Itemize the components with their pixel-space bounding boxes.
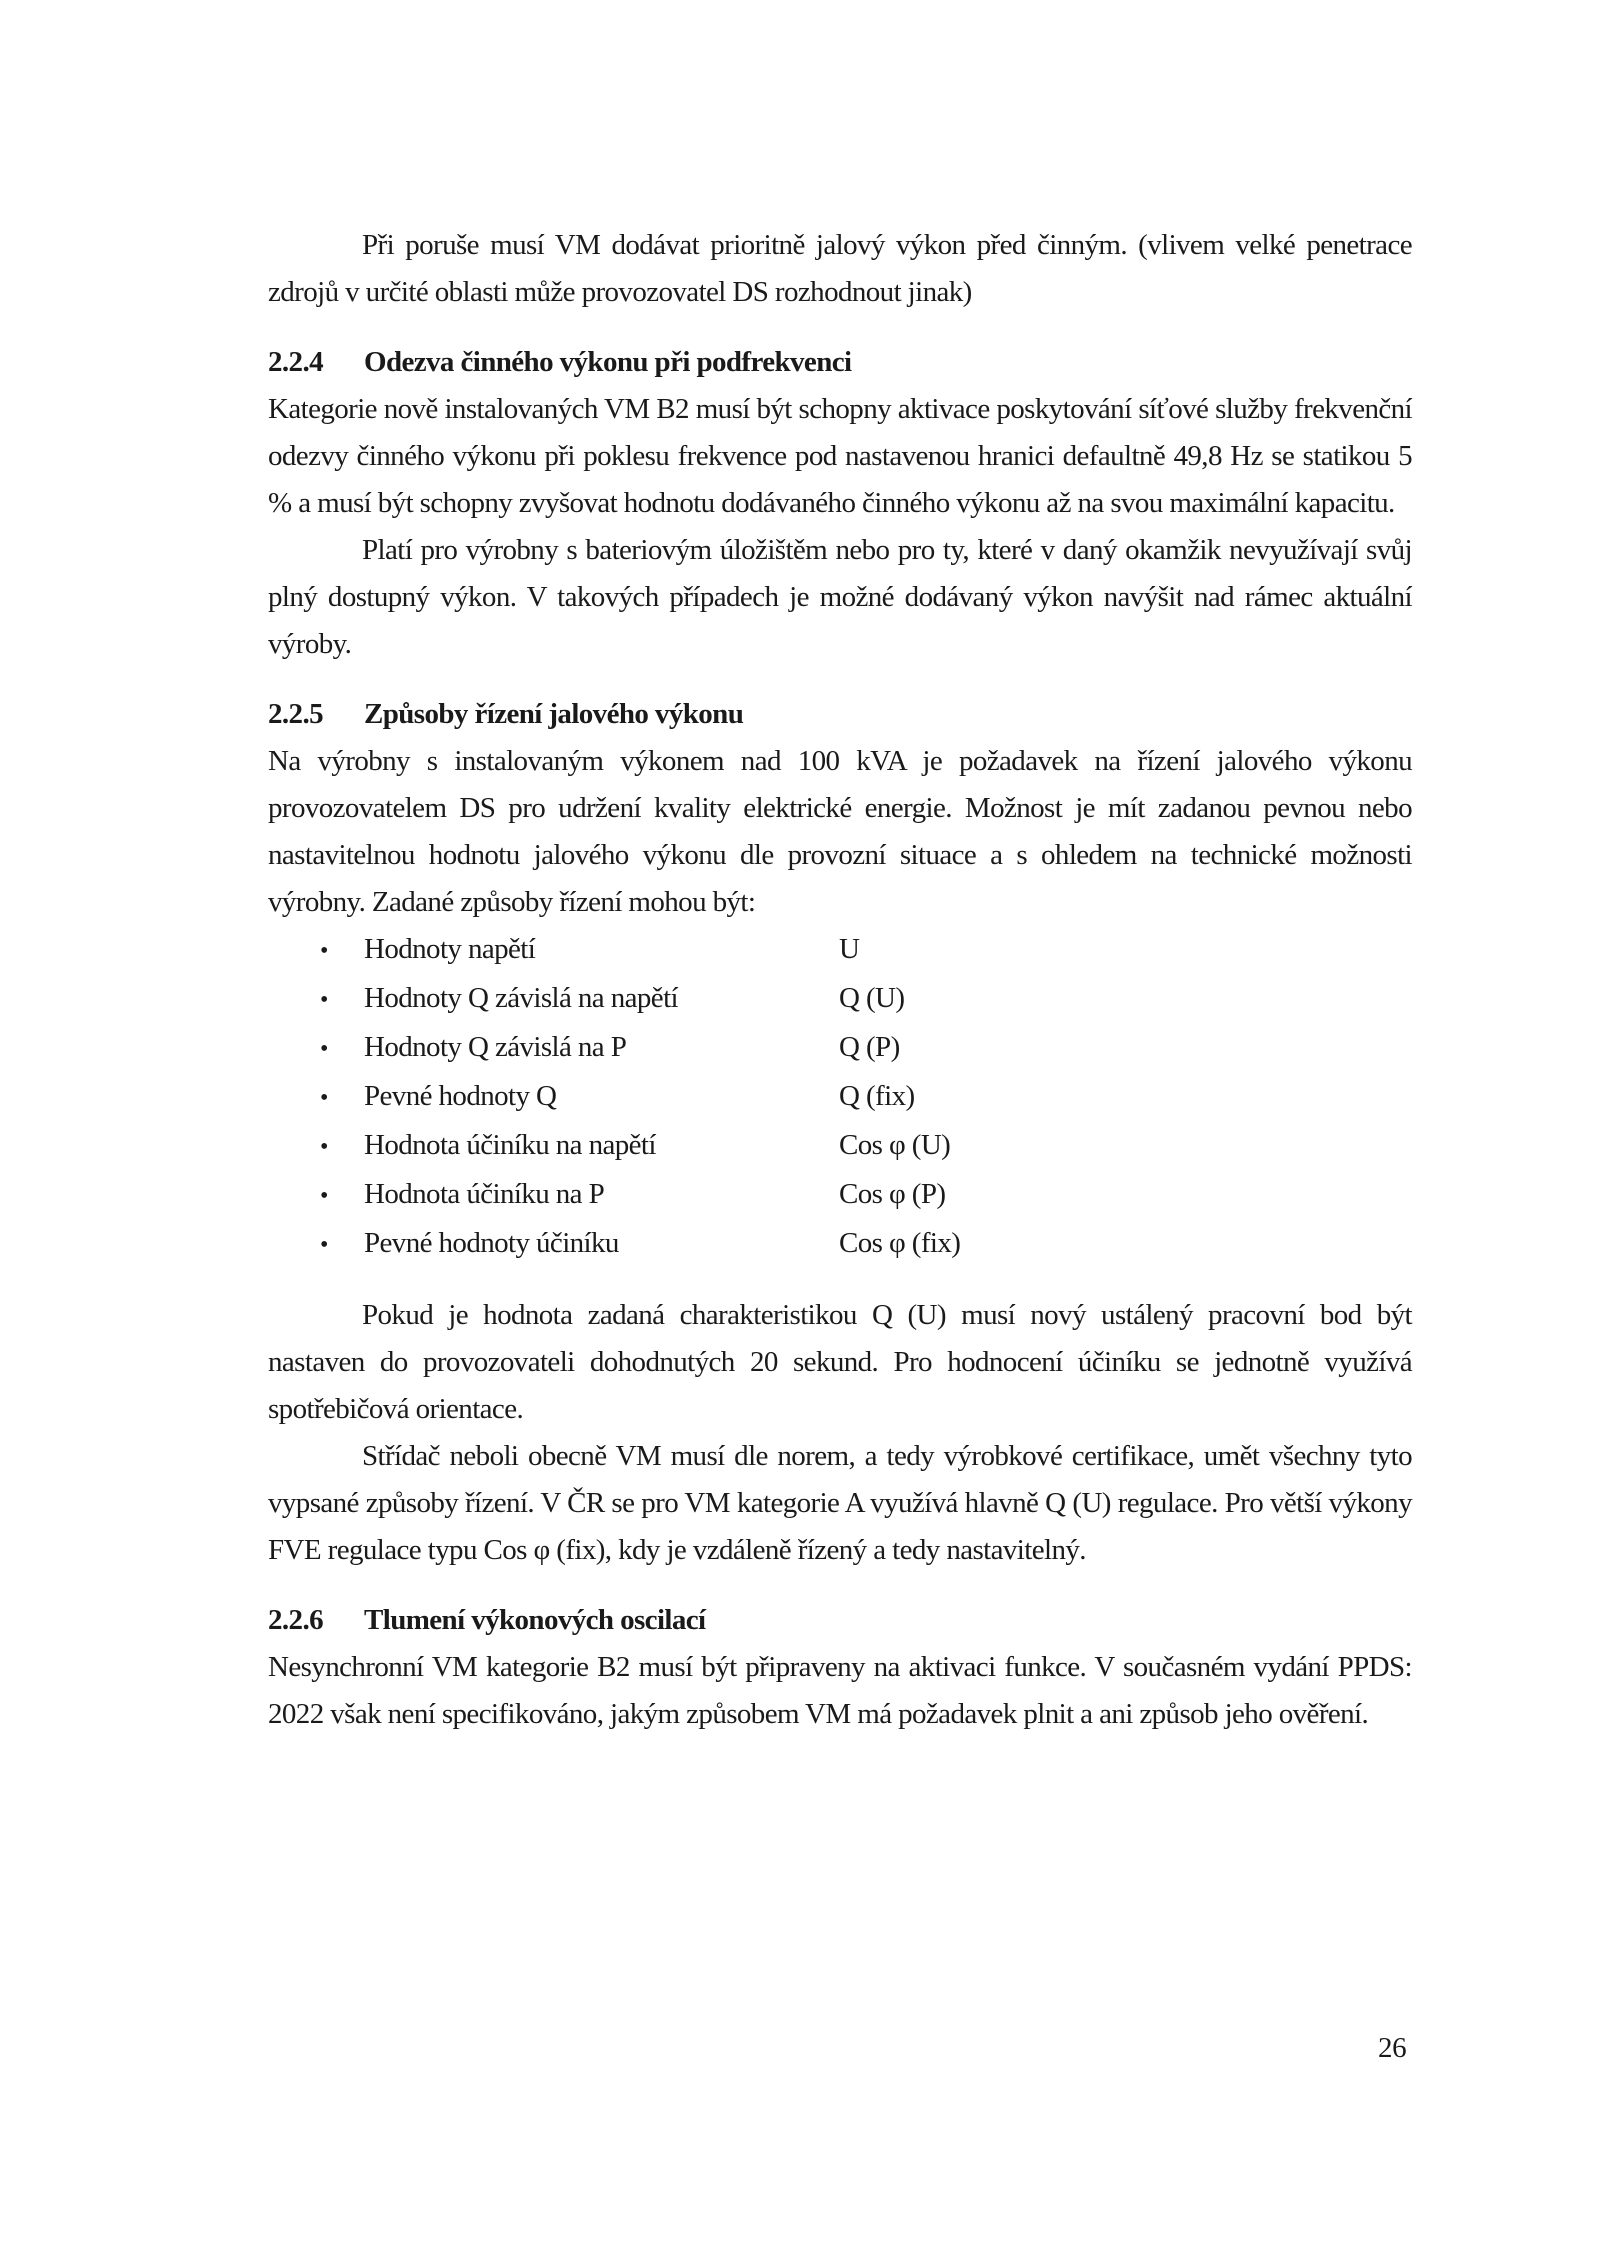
intro-paragraph: Při poruše musí VM dodávat prioritně jalový výkon před činným. (vlivem velké penetrace zdrojů v určité oblasti může provozovatel DS rozhodnout jinak): [268, 229, 1412, 308]
page-number: 26: [1378, 2032, 1407, 2064]
document-page: [268, 222, 1412, 1738]
list-item: [268, 1220, 1412, 1269]
section-heading-2-2-4: [268, 339, 1412, 386]
paragraph: Na výrobny s instalovaným výkonem nad 100 kVA je požadavek na řízení jalového výkonu provozovatelem DS pro udržení kvality elektrické energie. Možnost je mít zadanou pevnou nebo nastavitelnou hodnotu jalového výkonu dle provozní situace a s ohledem na technické možnosti výrobny. Zadané způsoby řízení mohou být:: [268, 745, 1412, 918]
section-number: 2.2.6: [268, 1604, 324, 1636]
method-symbol: Cos φ (fix): [839, 1227, 961, 1259]
method-label: Pevné hodnoty Q: [364, 1080, 557, 1112]
bullet-icon: •: [320, 1036, 328, 1062]
bullet-icon: •: [320, 987, 328, 1013]
method-label: Hodnota účiníku na napětí: [364, 1129, 656, 1161]
section-title: Tlumení výkonových oscilací: [364, 1604, 706, 1636]
list-item: [268, 1171, 1412, 1220]
section-title: Odezva činného výkonu při podfrekvenci: [364, 346, 852, 378]
method-label: Hodnota účiníku na P: [364, 1178, 605, 1210]
bullet-icon: •: [320, 938, 328, 964]
method-label: Hodnoty Q závislá na P: [364, 1031, 627, 1063]
paragraph: Střídač neboli obecně VM musí dle norem, a tedy výrobkové certifikace, umět všechny tyto vypsané způsoby řízení. V ČR se pro VM kategorie A využívá hlavně Q (U) regulace. Pro větší výkony FVE regulace typu Cos φ (fix), kdy je vzdáleně řízený a tedy nastavitelný.: [268, 1440, 1412, 1566]
bullet-icon: •: [320, 1183, 328, 1209]
method-symbol: U: [839, 933, 860, 965]
method-symbol: Cos φ (U): [839, 1129, 951, 1161]
method-symbol: Cos φ (P): [839, 1178, 946, 1210]
paragraph: Platí pro výrobny s bateriovým úložištěm nebo pro ty, které v daný okamžik nevyužívají svůj plný dostupný výkon. V takových případech je možné dodávaný výkon navýšit nad rámec aktuální výroby.: [268, 534, 1412, 660]
list-item: [268, 1024, 1412, 1073]
method-label: Hodnoty Q závislá na napětí: [364, 982, 678, 1014]
bullet-icon: •: [320, 1232, 328, 1258]
section-number: 2.2.4: [268, 346, 324, 378]
list-item: [268, 975, 1412, 1024]
method-symbol: Q (U): [839, 982, 905, 1014]
section-number: 2.2.5: [268, 698, 324, 730]
section-heading-2-2-6: [268, 1597, 1412, 1644]
paragraph: Nesynchronní VM kategorie B2 musí být připraveny na aktivaci funkce. V současném vydání PPDS: 2022 však není specifikováno, jakým způsobem VM má požadavek plnit a ani způsob jeho ověření.: [268, 1651, 1412, 1730]
method-label: Pevné hodnoty účiníku: [364, 1227, 619, 1259]
paragraph: Kategorie nově instalovaných VM B2 musí být schopny aktivace poskytování síťové služby frekvenční odezvy činného výkonu při poklesu frekvence pod nastavenou hranici defaultně 49,8 Hz se statikou 5 % a musí být schopny zvyšovat hodnotu dodávaného činného výkonu až na svou maximální kapacitu.: [268, 393, 1412, 519]
method-label: Hodnoty napětí: [364, 933, 536, 965]
control-methods-list: [268, 926, 1412, 1269]
list-item: [268, 1073, 1412, 1122]
bullet-icon: •: [320, 1085, 328, 1111]
method-symbol: Q (P): [839, 1031, 900, 1063]
bullet-icon: •: [320, 1134, 328, 1160]
paragraph: Pokud je hodnota zadaná charakteristikou Q (U) musí nový ustálený pracovní bod být nastaven do provozovateli dohodnutých 20 sekund. Pro hodnocení účiníku se jednotně využívá spotřebičová orientace.: [268, 1299, 1412, 1425]
method-symbol: Q (fix): [839, 1080, 915, 1112]
list-item: [268, 1122, 1412, 1171]
list-item: [268, 926, 1412, 975]
section-title: Způsoby řízení jalového výkonu: [364, 698, 744, 730]
section-heading-2-2-5: [268, 691, 1412, 738]
